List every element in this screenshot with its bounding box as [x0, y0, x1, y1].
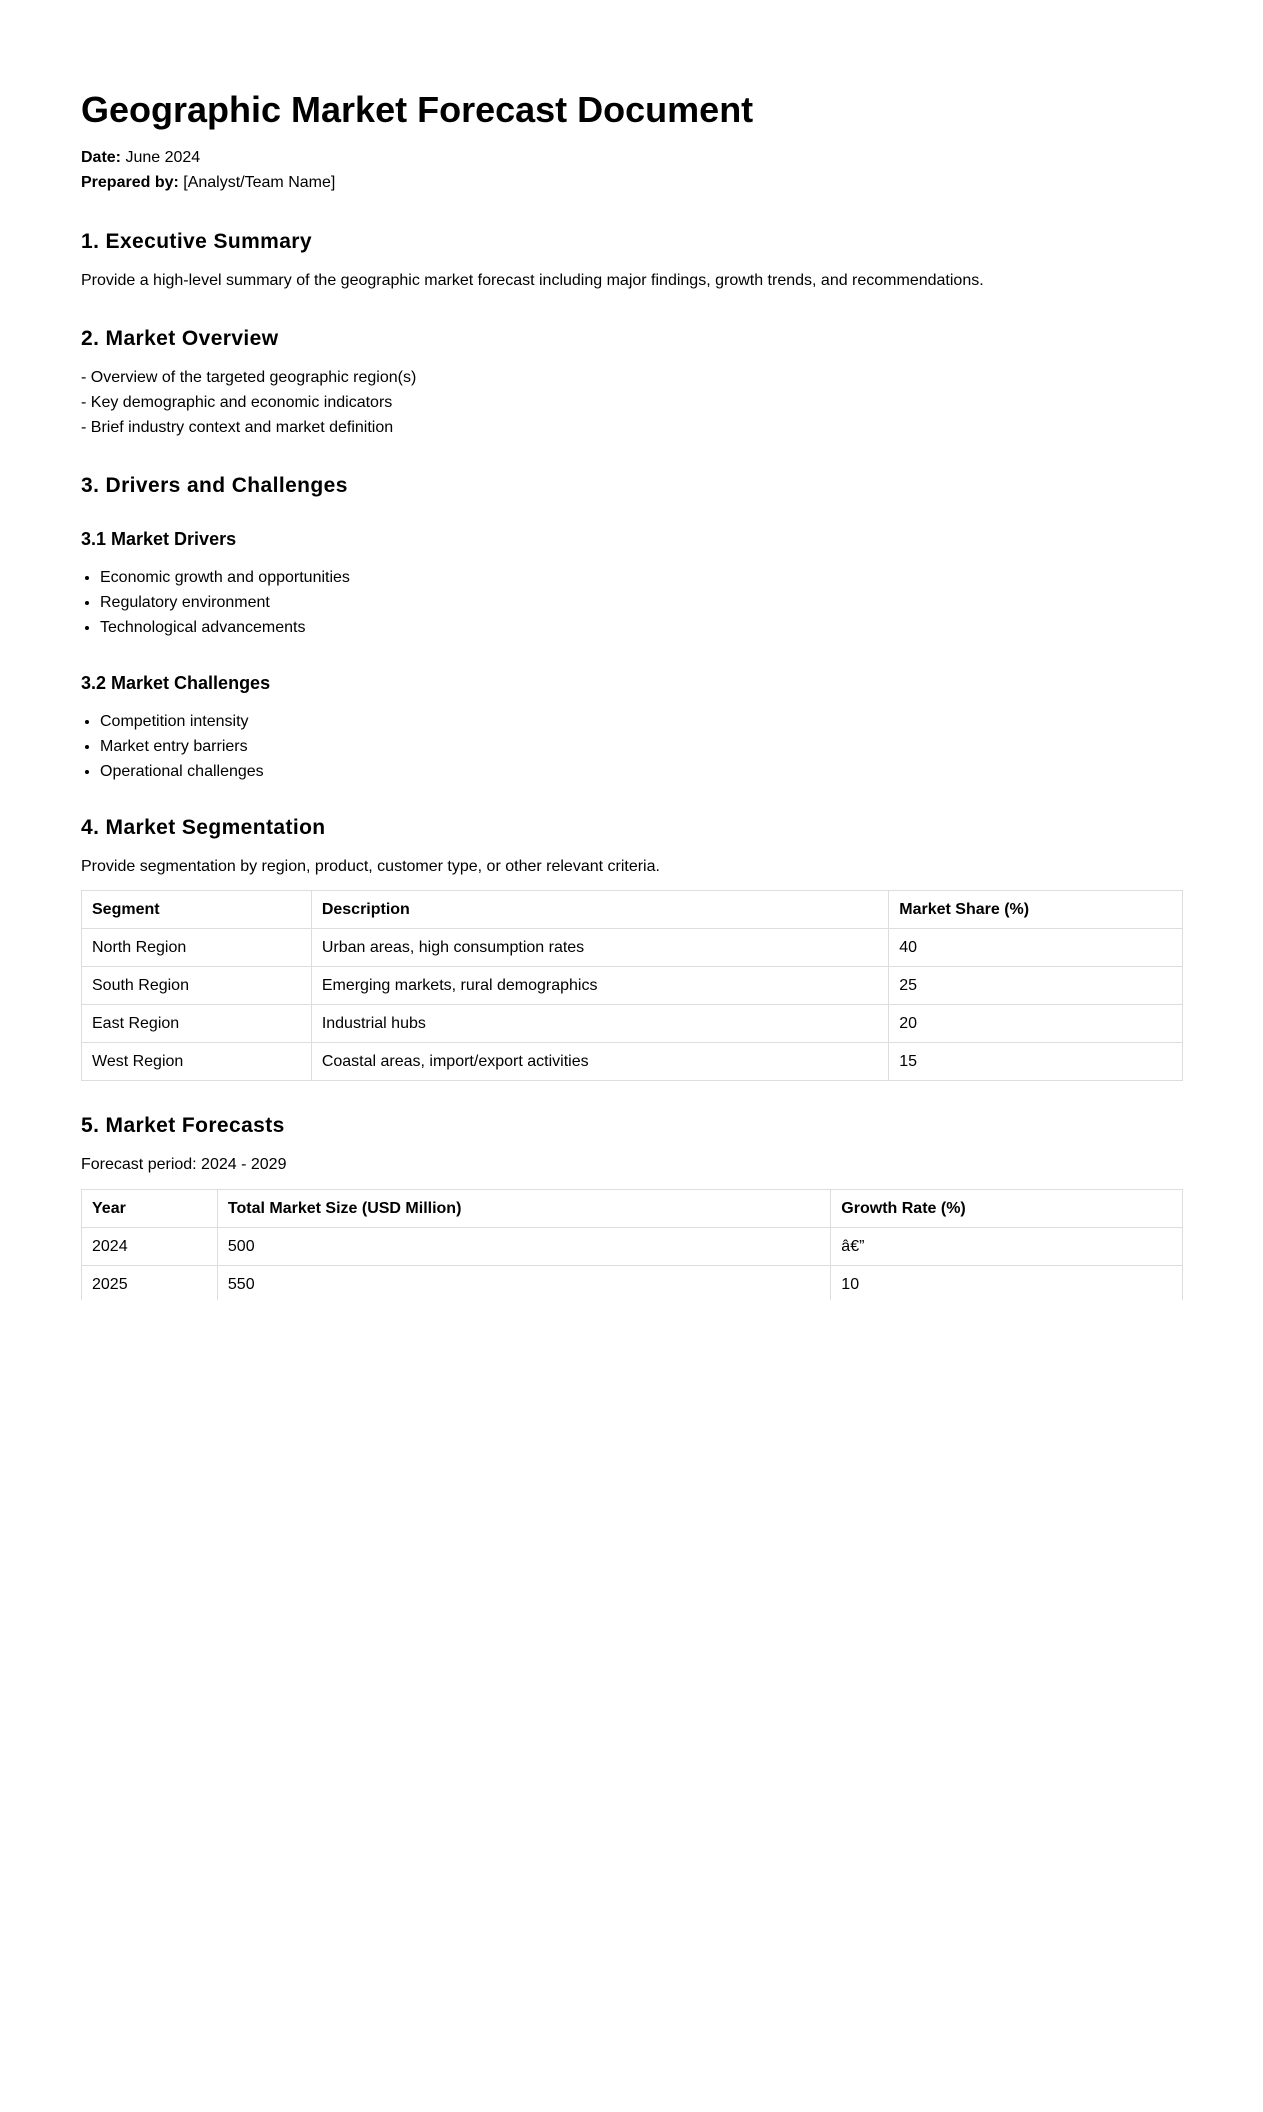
market-challenges-list	[81, 709, 264, 784]
table-cell: Emerging markets, rural demographics	[311, 967, 888, 1005]
list-item: - Brief industry context and market definition	[81, 419, 394, 436]
date-line	[81, 146, 200, 170]
column-header-year: Year	[82, 1190, 218, 1228]
market-overview-heading: 2. Market Overview	[81, 327, 279, 350]
prepared-by-value: [Analyst/Team Name]	[183, 174, 336, 191]
table-cell: South Region	[82, 967, 312, 1005]
table-cell: East Region	[82, 1005, 312, 1043]
market-drivers-heading: 3.1 Market Drivers	[81, 529, 237, 549]
column-header-segment: Segment	[82, 891, 312, 929]
market-drivers-list	[81, 565, 350, 640]
list-item: - Overview of the targeted geographic region(s)	[81, 369, 417, 386]
table-row	[82, 929, 1183, 967]
table-cell: 10	[831, 1266, 1183, 1304]
list-item: • Regulatory environment	[100, 590, 350, 615]
table-cell: 25	[889, 967, 1183, 1005]
table-cell: Coastal areas, import/export activities	[311, 1043, 888, 1081]
table-cell: 20	[889, 1005, 1183, 1043]
table-cell: 550	[217, 1266, 830, 1304]
list-item: • Market entry barriers	[100, 734, 264, 759]
prepared-by-line	[81, 171, 335, 195]
market-overview-list	[81, 365, 416, 440]
forecast-period-text: Forecast period: 2024 - 2029	[81, 1156, 287, 1173]
table-cell: 500	[217, 1228, 830, 1266]
segmentation-table	[81, 890, 1183, 1081]
table-cell: West Region	[82, 1043, 312, 1081]
drivers-challenges-heading: 3. Drivers and Challenges	[81, 474, 348, 497]
column-header-total-market-size: Total Market Size (USD Million)	[217, 1190, 830, 1228]
page-cutoff	[0, 1300, 1263, 1330]
document-title: Geographic Market Forecast Document	[81, 89, 754, 130]
list-item: - Key demographic and economic indicators	[81, 394, 393, 411]
column-header-market-share: Market Share (%)	[889, 891, 1183, 929]
executive-summary-heading: 1. Executive Summary	[81, 230, 312, 253]
table-row	[82, 1005, 1183, 1043]
table-cell: 15	[889, 1043, 1183, 1081]
forecast-table	[81, 1189, 1183, 1304]
list-item: • Economic growth and opportunities	[100, 565, 350, 590]
list-item: • Operational challenges	[100, 759, 264, 784]
table-cell: â€”	[831, 1228, 1183, 1266]
executive-summary-text: Provide a high-level summary of the geographic market forecast including major findings, growth trends, and recommendations.	[81, 272, 984, 289]
market-challenges-heading: 3.2 Market Challenges	[81, 673, 271, 693]
table-row	[82, 1266, 1183, 1304]
column-header-description: Description	[311, 891, 888, 929]
date-value: June 2024	[125, 149, 201, 166]
table-cell: 40	[889, 929, 1183, 967]
table-row	[82, 967, 1183, 1005]
table-cell: North Region	[82, 929, 312, 967]
table-row	[82, 1228, 1183, 1266]
table-cell: Industrial hubs	[311, 1005, 888, 1043]
market-segmentation-text: Provide segmentation by region, product, customer type, or other relevant criteria.	[81, 858, 660, 875]
table-header-row	[82, 1190, 1183, 1228]
market-segmentation-heading: 4. Market Segmentation	[81, 816, 326, 839]
list-item: • Technological advancements	[100, 615, 350, 640]
prepared-by-label: Prepared by:	[81, 174, 179, 191]
market-forecasts-heading: 5. Market Forecasts	[81, 1114, 285, 1137]
table-cell: Urban areas, high consumption rates	[311, 929, 888, 967]
table-header-row	[82, 891, 1183, 929]
list-item: • Competition intensity	[100, 709, 264, 734]
column-header-growth-rate: Growth Rate (%)	[831, 1190, 1183, 1228]
table-cell: 2024	[82, 1228, 218, 1266]
table-row	[82, 1043, 1183, 1081]
date-label: Date:	[81, 149, 122, 166]
table-cell: 2025	[82, 1266, 218, 1304]
